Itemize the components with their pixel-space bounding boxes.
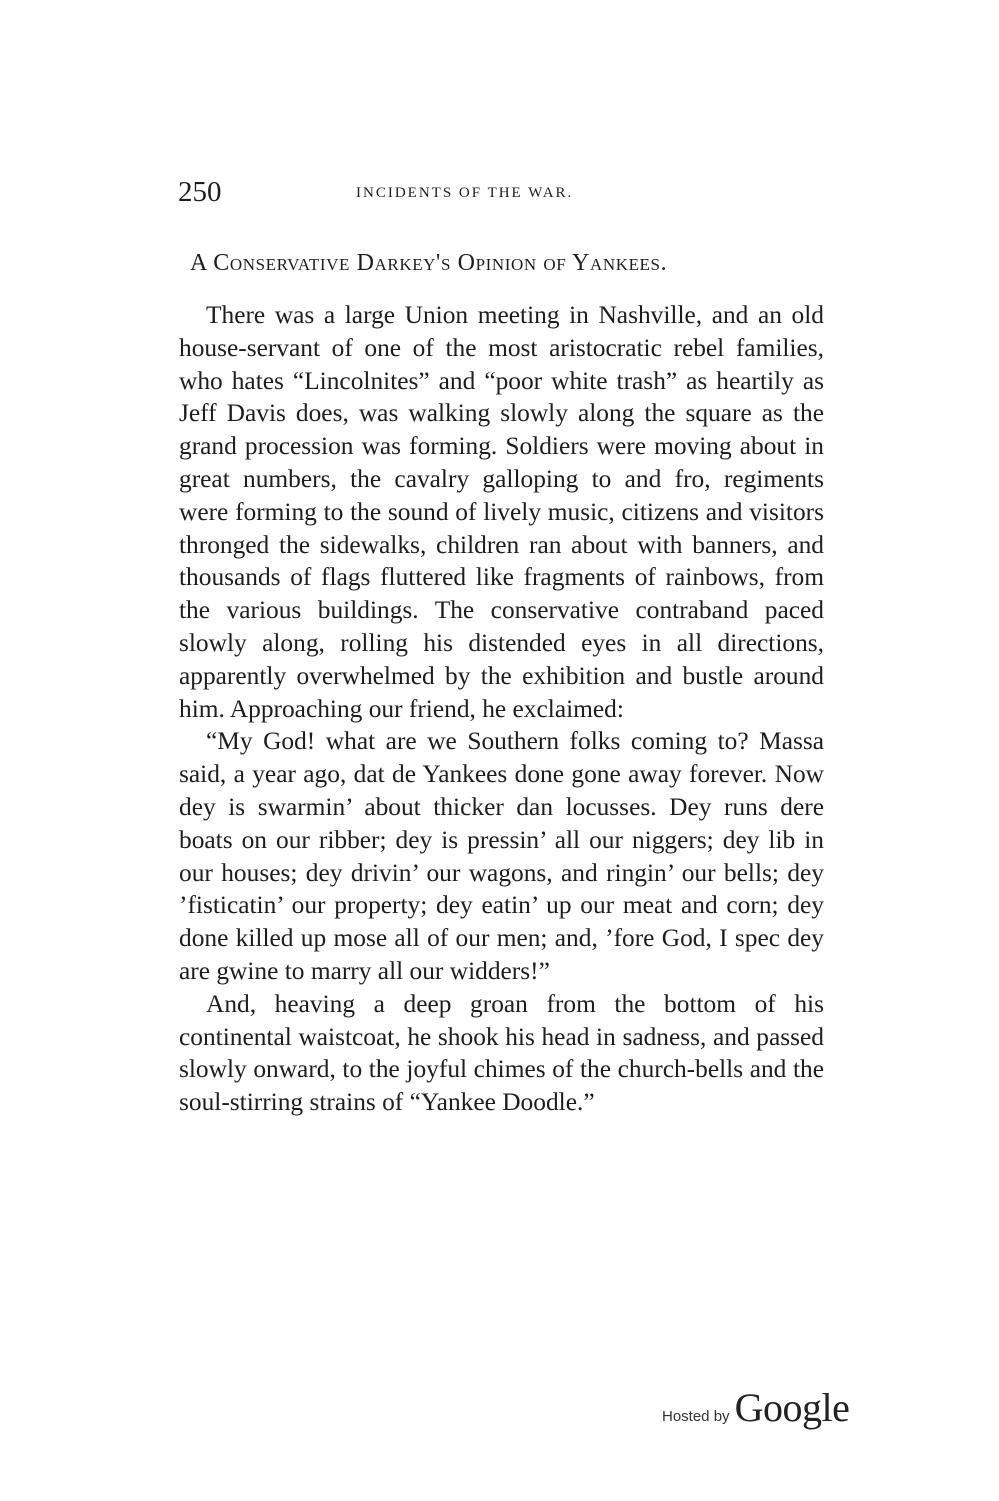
watermark-hosted-by: Hosted by (662, 1408, 730, 1425)
section-title: A Conservative Darkey's Opinion of Yankees. (190, 250, 668, 276)
body-text (179, 299, 824, 1119)
paragraph-conclusion: And, heaving a deep groan from the bottom of his continental waistcoat, he shook his head in sadness, and passed slowly onward, to the joyful chimes of the church-bells and the soul-stirring strains of “Yankee Doodle.” (179, 989, 824, 1117)
hosted-by-google-watermark (662, 1384, 849, 1434)
paragraph-quotation: “My God! what are we Southern folks coming to? Massa said, a year ago, dat de Yankees done gone away forever. Now dey is swarmin’ about thicker dan locusses. Dey runs dere boats on our ribber; dey is pressin’ all our niggers; dey lib in our houses; dey drivin’ our wagons, and ringin’ our bells; dey ’fisticatin’ our property; dey eatin’ up our meat and corn; dey done killed up mose all of our men; and, ’fore God, I spec dey are gwine to marry all our widders!” (179, 727, 824, 985)
running-title: INCIDENTS OF THE WAR. (356, 185, 574, 201)
paragraph-narrative: There was a large Union meeting in Nashville, and an old house-servant of one of the most aristocratic rebel families, who hates “Lincolnites” and “poor white trash” as heartily as Jeff Davis does, was walking slowly along the square as the grand procession was forming. Soldiers were moving about in great numbers, the cavalry galloping to and fro, regiments were forming to the sound of lively music, citizens and visitors thronged the sidewalks, children ran about with banners, and thousands of flags fluttered like fragments of rainbows, from the various buildings. The conservative contraband paced slowly along, rolling his distended eyes in all directions, apparently overwhelmed by the exhibition and bustle around him. Approaching our friend, he exclaimed: (179, 301, 824, 723)
running-head (178, 174, 828, 214)
page-number: 250 (178, 176, 222, 208)
watermark-brand: Google (734, 1385, 850, 1430)
